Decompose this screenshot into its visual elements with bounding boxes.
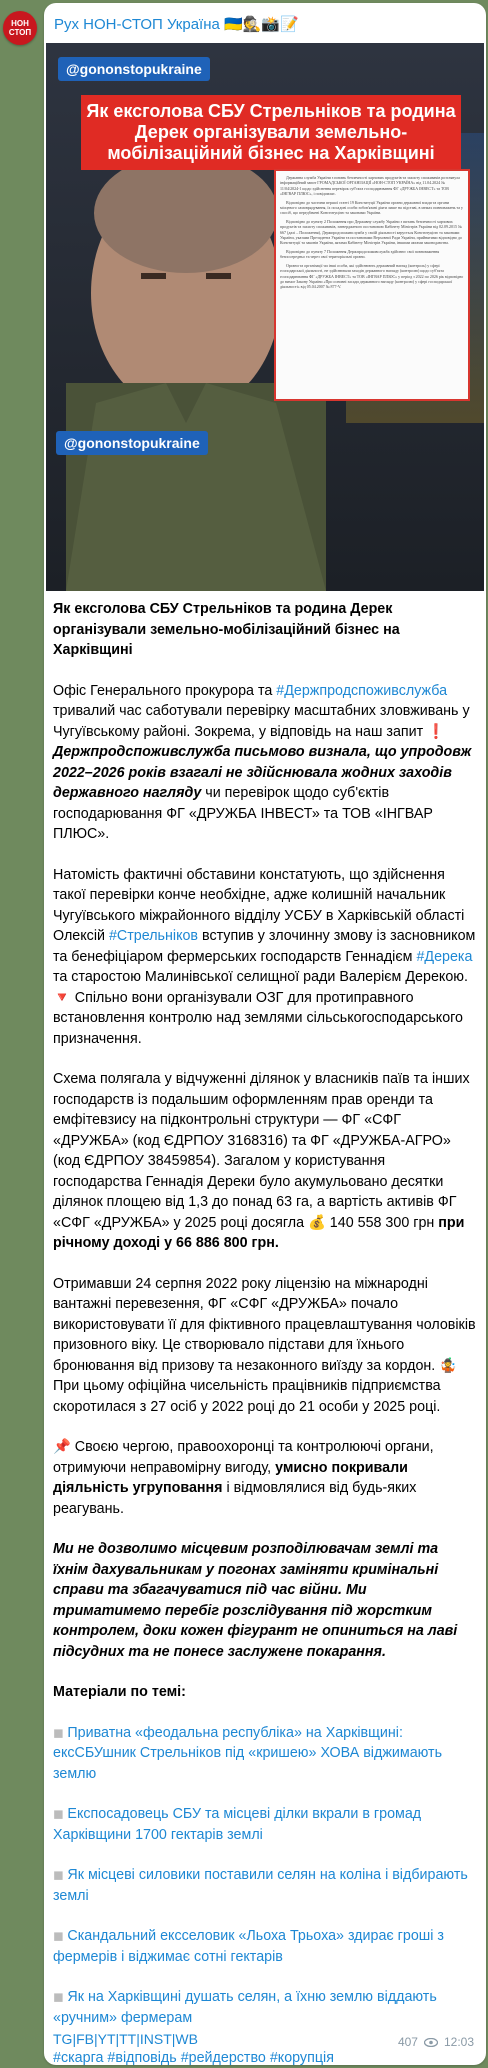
- watermark-tag-top: @gononstopukraine: [58, 57, 210, 81]
- materials-list: [53, 1723, 477, 2029]
- post-paragraph-4: [53, 1274, 477, 1418]
- hashtag-link[interactable]: #Стрельніков: [108, 928, 199, 944]
- materials-item: [53, 1723, 477, 1785]
- materials-link[interactable]: Як на Харківщині душать селян, а їхню землю віддають «ручним» фермерам: [53, 1989, 437, 2026]
- square-bullet-icon: ◼: [53, 1928, 68, 1943]
- text-segment: 📌 Своєю чергою, правоохоронці та контролюючі органи, отримуючи неправомірну вигоду,: [53, 1439, 434, 1476]
- text-segment: Схема полягала у відчуженні ділянок у власників паїв та інших господарств із подальшим оформленням прав оренди та емфітевзису на підконтрольні структури — ФГ «СФГ «ДРУЖБА» (код ЄДРПОУ 3168316) та ФГ «ДРУЖБА-АГРО» (код ЄДРПОУ 38459854). Загалом у користування господарства Геннадія Дереки було акумульовано десятки ділянок площею від 1,3 до понад 63 га, а вартість активів ФГ «СФГ «ДРУЖБА» у 2025 році досягла 💰 140 558 300 грн: [53, 1071, 470, 1231]
- text-segment: при річному доході у 66 886 800 грн.: [53, 1214, 465, 1251]
- text-segment: чи перевірок щодо суб'єктів господарювання ФГ «ДРУЖБА ІНВЕСТ» та ТОВ «ІНГВАР ПЛЮС».: [53, 785, 433, 842]
- materials-link[interactable]: Як місцеві силовики поставили селян на коліна і відбирають землі: [53, 1867, 468, 1904]
- hashtag-link[interactable]: #Дерека: [416, 948, 473, 965]
- materials-item: [53, 1987, 477, 2028]
- materials-title: Матеріали по темі:: [53, 1684, 186, 1700]
- post-paragraph-3: [53, 1069, 477, 1254]
- square-bullet-icon: ◼: [53, 1806, 68, 1821]
- post-title: Як ексголова СБУ Стрельніков та родина Дерек організували земельно-мобілізаційний бізнес на Харківщині: [53, 601, 400, 658]
- text-segment: Офіс Генерального прокурора та: [53, 682, 277, 699]
- materials-link[interactable]: Скандальний ексселовик «Льоха Трьоха» здирає гроші з фермерів і віджимає сотні гектарів: [53, 1928, 444, 1965]
- doc-paragraph: Відповідно до пункту 2 Положення про Державну службу України з питань безпечності харчових продуктів та захисту споживачів, затвердженого постановою Кабінету Міністрів України від 02.09.2015 № 667 (далі – Положення), Держпродспоживслужба у своїй діяльності керується Конституцією та законами України, указами Президента України та постановами Верховної Ради України, прийнятими відповідно до Конституції та законів України, актами Кабінету Міністрів України, іншими актами законодавства.: [280, 218, 462, 246]
- text-segment: та старостою Малинівської селищної ради Валерієм Дерекою. 🔻 Спільно вони організували ОЗГ для протиправного встановлення контролю над землями сільськогосподарського призначення.: [53, 969, 468, 1047]
- doc-paragraph: Державна служба України з питань безпечності харчових продуктів та захисту споживачів розглянула інформаційний запит ГРОМАДСЬКОЇ ОРГАНІЗАЦІЇ «НОН-СТОП УКРАЇНА» від 11.04.2024 № 11/04/2024-1 щодо здійснення перевірок суб'єкта господарювання ФГ «ДРУЖБА ІНВЕСТ» та ТОВ «ІНГВАР ПЛЮС», і повідомляє.: [280, 175, 460, 197]
- avatar-text-bottom: СТОП: [8, 28, 32, 37]
- channel-avatar[interactable]: [3, 11, 37, 45]
- message-time: 12:03: [443, 2035, 474, 2049]
- text-segment: і відмовлялися від будь-яких реагувань.: [53, 1480, 417, 1517]
- message-bubble: [44, 3, 486, 2065]
- text-segment: Отримавши 24 серпня 2022 року ліцензію на міжнародні вантажні перевезення, ФГ «СФГ «ДРУЖБА» почало використовувати її для фіктивного працевлаштування чоловіків призовного віку. Це створювало підстави для їхнього бронювання від призову та незаконного виїзду за кордон. 🤹 При цьому офіційна чисельність працівників підприємства скоротилася з 27 осіб у 2022 році до 21 особи у 2025 році.: [53, 1275, 476, 1415]
- post-image[interactable]: [46, 43, 484, 591]
- post-text: [53, 599, 477, 2065]
- hashtags[interactable]: #скарга #відповідь #рейдерство #корупція: [53, 2050, 334, 2065]
- materials-item: [53, 1926, 477, 1967]
- post-paragraph-5: [53, 1437, 477, 1519]
- doc-paragraph: Органи та організації чи інші особи, які здійснюють державний нагляд (контроль) у сфері господарської діяльності, не здійснювали заходів державного нагляду (контролю) щодо суб'єкта господарювання ФГ «ДРУЖБА ІНВЕСТ» та ТОВ «ІНГВАР ПЛЮС» у період з 2022 по 2026 рік відповідно до вимог Закону України «Про основні засади державного нагляду (контролю) у сфері господарської діяльності» від 05.04.2007 № 877-V.: [280, 262, 464, 290]
- text-segment: Натомість фактичні обставини констатують, що здійснення такої перевірки конче необхідне, адже колишній начальник Чугуївського міжрайонного відділу УСБУ в Харківській області Олексій: [53, 866, 465, 944]
- eye-icon: [424, 2038, 438, 2047]
- text-segment: умисно покривали діяльність угруповання: [53, 1459, 408, 1496]
- avatar-text-top: НОН: [11, 19, 29, 28]
- view-count: 407: [397, 2035, 418, 2049]
- materials-item: [53, 1804, 477, 1845]
- materials-link[interactable]: Приватна «феодальна республіка» на Харківщині: ексСБУшник Стрельніков під «кришею» ХОВА віджимають землю: [53, 1724, 443, 1782]
- channel-name[interactable]: Рух НОН-СТОП Україна 🇺🇦🕵️📸📝: [54, 16, 299, 33]
- text-segment: Держпродспоживслужба письмово визнала, що упродовж 2022–2026 років взагалі не здійснювала жодних заходів державного нагляду: [53, 744, 472, 801]
- post-paragraph-6: Ми не дозволимо місцевим розподілювачам землі та їхнім дахувальникам у погонах заміняти кримінальні справи та збагачуватися під час війни. Ми триматимемо перебіг розслідування під жорстким контролем, доки кожен фігурант не опиниться на лаві підсудних та не понесе заслужене покарання.: [53, 1541, 458, 1660]
- hashtag-link[interactable]: #Держпродспоживслужба: [276, 682, 448, 699]
- doc-paragraph: Відповідно до пункту 7 Положення Держпродспоживслужба здійснює свої повноваження безпосередньо та через свої територіальні органи.: [280, 248, 440, 260]
- watermark-tag-bottom: @gononstopukraine: [56, 431, 208, 455]
- message-meta: [398, 2035, 474, 2049]
- document-scan: [274, 169, 470, 401]
- materials-link[interactable]: Експосадовець СБУ та місцеві ділки вкрали в громад Харківщини 1700 гектарів землі: [53, 1806, 422, 1843]
- square-bullet-icon: ◼: [53, 1989, 68, 2004]
- materials-item: [53, 1865, 477, 1906]
- doc-paragraph: Відповідно до частини першої статті 19 Конституції України органи державної влади та органи місцевого самоврядування, їх посадові особи зобов'язані діяти лише на підставі, в межах повноважень та у спосіб, що передбачені Конституцією та законами України.: [280, 199, 464, 216]
- text-segment: вступив у злочинну змову із засновником та бенефіціаром фермерських господарств Геннадієм: [53, 928, 476, 965]
- image-headline: Як ексголова СБУ Стрельніков та родина Дерек організували земельно-мобілізаційний бізнес на Харківщині: [81, 95, 461, 170]
- post-paragraph-2: [53, 865, 477, 1050]
- social-links[interactable]: TG|FB|YT|TT|INST|WB: [53, 2031, 198, 2047]
- text-segment: тривалий час саботували перевірку масштабних зловживань у Чугуївському районі. Зокрема, у відповідь на наш запит ❗: [53, 703, 470, 740]
- post-paragraph-1: [53, 681, 477, 845]
- square-bullet-icon: ◼: [53, 1724, 68, 1740]
- square-bullet-icon: ◼: [53, 1867, 68, 1882]
